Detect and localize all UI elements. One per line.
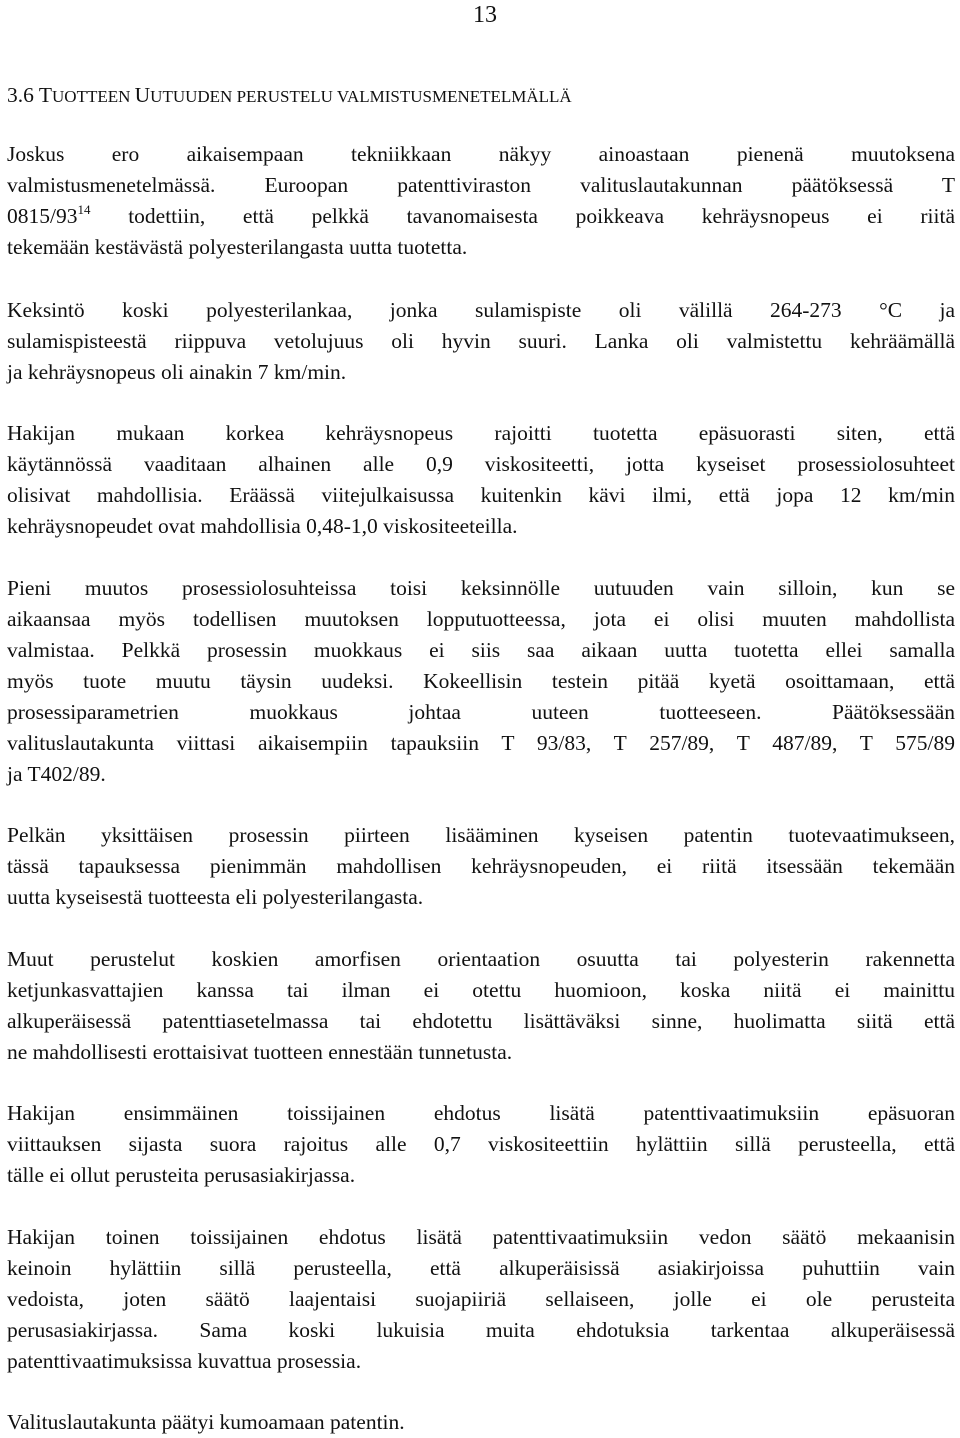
paragraph-3 xyxy=(7,418,955,542)
paragraph-line: ja kehräysnopeus oli ainakin 7 km/min. xyxy=(7,360,347,384)
paragraph-line: prosessiparametrien muokkaus johtaa uuteen tuotteeseen. Päätöksessään xyxy=(7,700,955,724)
paragraph-line: tälle ei ollut perusteita perusasiakirjassa. xyxy=(7,1163,356,1187)
paragraph-line: keinoin hylättiin sillä perusteella, että alkuperäisissä asiakirjoissa puhuttiin vain xyxy=(7,1256,955,1280)
paragraph-line: patenttivaatimuksissa kuvattua prosessia. xyxy=(7,1349,362,1373)
paragraph-8 xyxy=(7,1222,955,1377)
paragraph-line xyxy=(7,201,955,232)
paragraph-line: ketjunkasvattajien kanssa tai ilman ei otettu huomioon, koska niitä ei mainittu xyxy=(7,978,955,1002)
paragraph-2 xyxy=(7,295,955,388)
paragraph-line: vedoista, joten säätö laajentaisi suojapiiriä sellaiseen, jolle ei ole perusteita xyxy=(7,1287,955,1311)
paragraph-line: tekemään kestävästä polyesterilangasta uutta tuotetta. xyxy=(7,235,468,259)
paragraph-line: aikaansaa myös todellisen muutoksen lopputuotteessa, jota ei olisi muuten mahdollista xyxy=(7,607,955,631)
paragraph-line: viittauksen sijasta suora rajoitus alle 0,7 viskositeettiin hylättiin sillä perusteella, että xyxy=(7,1132,955,1156)
paragraph-line: uutta kyseisestä tuotteesta eli polyesterilangasta. xyxy=(7,885,424,909)
decision-number: 0815/93 xyxy=(7,204,78,228)
paragraph-line: käytännössä vaaditaan alhainen alle 0,9 viskositeetti, jotta kyseiset prosessiolosuhteet xyxy=(7,452,955,476)
page-number: 13 xyxy=(473,2,497,28)
paragraph-line: ja T402/89. xyxy=(7,762,106,786)
paragraph-line: valmistaa. Pelkkä prosessin muokkaus ei siis saa aikaan uutta tuotetta ellei samalla xyxy=(7,638,955,662)
paragraph-7 xyxy=(7,1098,955,1191)
paragraph-line: kehräysnopeudet ovat mahdollisia 0,48-1,0 viskositeeteilla. xyxy=(7,514,518,538)
paragraph-line: valmistusmenetelmässä. Euroopan patenttiviraston valituslautakunnan päätöksessä T xyxy=(7,173,955,197)
paragraph-line: myös tuote muutu täysin uudeksi. Kokeellisin testein pitää kyetä osoittamaan, että xyxy=(7,669,955,693)
paragraph-line: Hakijan ensimmäinen toissijainen ehdotus lisätä patenttivaatimuksiin epäsuoran xyxy=(7,1101,955,1125)
paragraph-line: Hakijan mukaan korkea kehräysnopeus rajoitti tuotetta epäsuorasti siten, että xyxy=(7,421,955,445)
paragraph-line: Joskus ero aikaisempaan tekniikkaan näkyy ainoastaan pienenä muutoksena xyxy=(7,142,955,166)
section-number: 3.6 xyxy=(7,83,34,107)
paragraph-line: ne mahdollisesti erottaisivat tuotteen ennestään tunnetusta. xyxy=(7,1040,513,1064)
paragraph-line: Muut perustelut koskien amorfisen orientaation osuutta tai polyesterin rakennetta xyxy=(7,947,955,971)
paragraph-5 xyxy=(7,820,955,913)
paragraph-line: perusasiakirjassa. Sama koski lukuisia muita ehdotuksia tarkentaa alkuperäisessä xyxy=(7,1318,955,1342)
paragraph-line: Pieni muutos prosessiolosuhteissa toisi keksinnölle uutuuden vain silloin, kun se xyxy=(7,576,955,600)
paragraph-line: tässä tapauksessa pienimmän mahdollisen kehräysnopeuden, ei riitä itsessään tekemään xyxy=(7,854,955,878)
paragraph-line: olisivat mahdollisia. Eräässä viitejulkaisussa kuitenkin kävi ilmi, että jopa 12 km/min xyxy=(7,483,955,507)
paragraph-line: valituslautakunta viittasi aikaisempiin tapauksiin T 93/83, T 257/89, T 487/89, T 575/89 xyxy=(7,731,955,755)
heading-initial-2: U xyxy=(134,83,151,107)
heading-initial-1: T xyxy=(38,83,53,107)
section-heading xyxy=(7,80,572,112)
paragraph-line: Keksintö koski polyesterilankaa, jonka sulamispiste oli välillä 264-273 °C ja xyxy=(7,298,955,322)
paragraph-4 xyxy=(7,573,955,790)
heading-smallcaps-2: UTUUDEN PERUSTELU VALMISTUSMENETELMÄLLÄ xyxy=(150,87,572,106)
footnote-ref: 14 xyxy=(77,202,91,217)
paragraph-6 xyxy=(7,944,955,1068)
paragraph-line: Pelkän yksittäisen prosessin piirteen lisääminen kyseisen patentin tuotevaatimukseen, xyxy=(7,823,955,847)
paragraph-line: Valituslautakunta päätyi kumoamaan patentin. xyxy=(7,1410,405,1434)
paragraph-1 xyxy=(7,139,955,263)
heading-smallcaps-1: UOTTEEN xyxy=(52,87,135,106)
paragraph-line: alkuperäisessä patenttiasetelmassa tai ehdotettu lisättäväksi sinne, huolimatta siitä että xyxy=(7,1009,955,1033)
paragraph-line: Hakijan toinen toissijainen ehdotus lisätä patenttivaatimuksiin vedon säätö mekaanisin xyxy=(7,1225,955,1249)
paragraph-9 xyxy=(7,1407,955,1438)
paragraph-line: sulamispisteestä riippuva vetolujuus oli hyvin suuri. Lanka oli valmistettu kehräämällä xyxy=(7,329,955,353)
paragraph-line-text: todettiin, että pelkkä tavanomaisesta poikkeava kehräysnopeus ei riitä xyxy=(128,204,956,228)
